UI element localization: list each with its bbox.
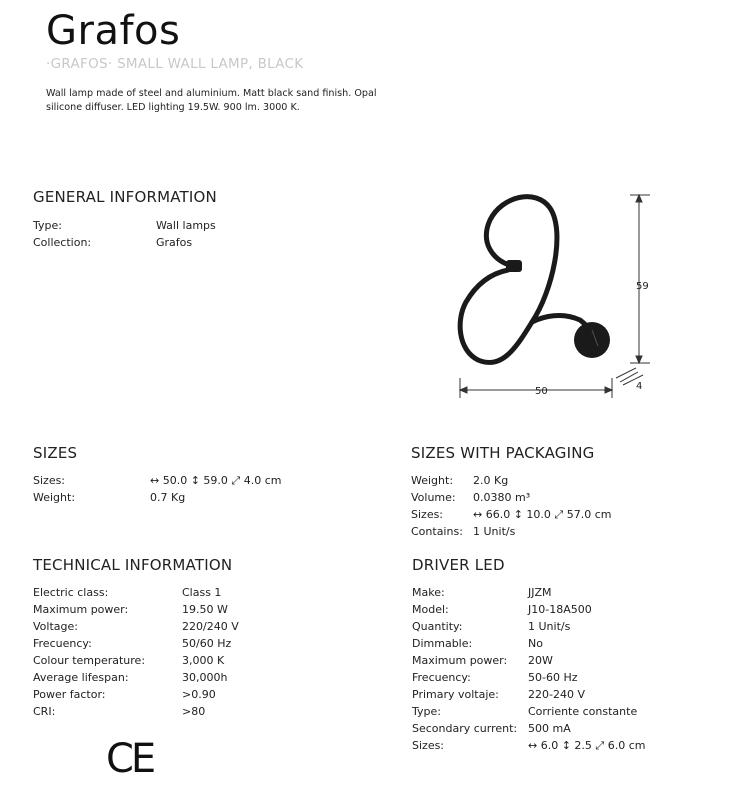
driver-row <box>412 635 645 652</box>
technical-row <box>33 669 239 686</box>
driver-row <box>412 686 645 703</box>
sizes-table <box>33 472 281 506</box>
packaging-row <box>411 472 611 489</box>
general-label: Type: <box>33 219 62 232</box>
driver-value: 220-240 V <box>528 688 585 701</box>
technical-value: 50/60 Hz <box>182 637 232 650</box>
driver-value: JJZM <box>528 586 552 599</box>
sizes-value: ↔ 50.0 ↕ 59.0 ⤢ 4.0 cm <box>150 474 282 487</box>
general-row-type <box>33 217 216 234</box>
driver-value: J10-18A500 <box>528 603 592 616</box>
driver-label: Sizes: <box>412 739 445 752</box>
driver-row <box>412 652 645 669</box>
technical-value: >80 <box>182 705 206 718</box>
technical-row <box>33 601 239 618</box>
product-description: Wall lamp made of steel and aluminium. Matt black sand finish. Opal silicone diffuser. LED lighting 19.5W. 900 lm. 3000 K. <box>46 88 377 113</box>
lamp-fixture-top <box>506 260 522 272</box>
driver-row <box>412 618 645 635</box>
technical-row <box>33 635 239 652</box>
depth-label: 4 <box>636 381 643 392</box>
technical-table <box>33 584 239 720</box>
general-value: Wall lamps <box>156 219 216 232</box>
driver-label: Frecuency: <box>412 671 471 684</box>
packaging-value: 2.0 Kg <box>473 474 509 487</box>
sizes-row <box>33 489 281 506</box>
technical-label: Maximum power: <box>33 603 129 616</box>
driver-label: Type: <box>412 705 441 718</box>
technical-row <box>33 686 239 703</box>
driver-row <box>412 703 645 720</box>
packaging-value: 0.0380 m³ <box>473 491 531 504</box>
technical-value: Class 1 <box>182 586 222 599</box>
packaging-value: ↔ 66.0 ↕ 10.0 ⤢ 57.0 cm <box>473 508 612 521</box>
technical-label: Voltage: <box>33 620 78 633</box>
driver-table <box>412 584 645 754</box>
driver-value: 50-60 Hz <box>528 671 578 684</box>
packaging-label: Sizes: <box>411 508 444 521</box>
sizes-label: Weight: <box>33 491 76 504</box>
driver-label: Maximum power: <box>412 654 508 667</box>
width-label: 50 <box>535 386 548 397</box>
driver-value: 20W <box>528 654 553 667</box>
driver-row <box>412 601 645 618</box>
driver-row <box>412 737 645 754</box>
packaging-label: Volume: <box>411 491 456 504</box>
lamp-dimension-diagram <box>440 180 670 405</box>
driver-heading: DRIVER LED <box>412 556 505 574</box>
packaging-row <box>411 523 611 540</box>
driver-label: Secondary current: <box>412 722 518 735</box>
packaging-value: 1 Unit/s <box>473 525 516 538</box>
height-label: 59 <box>636 281 649 292</box>
driver-value: 500 mA <box>528 722 571 735</box>
technical-label: Frecuency: <box>33 637 92 650</box>
technical-value: 30,000h <box>182 671 228 684</box>
technical-value: 3,000 K <box>182 654 225 667</box>
technical-value: >0.90 <box>182 688 216 701</box>
general-info-table <box>33 217 216 251</box>
product-title: Grafos <box>46 8 181 54</box>
height-dimension <box>630 195 650 363</box>
driver-label: Dimmable: <box>412 637 473 650</box>
driver-label: Primary voltaje: <box>412 688 499 701</box>
packaging-row <box>411 489 611 506</box>
technical-value: 19.50 W <box>182 603 228 616</box>
driver-value: Corriente constante <box>528 705 638 718</box>
packaging-label: Contains: <box>411 525 463 538</box>
driver-row <box>412 720 645 737</box>
driver-value: ↔ 6.0 ↕ 2.5 ⤢ 6.0 cm <box>528 739 646 752</box>
technical-label: CRI: <box>33 705 56 718</box>
packaging-heading: SIZES WITH PACKAGING <box>411 444 595 462</box>
driver-label: Quantity: <box>412 620 463 633</box>
packaging-row <box>411 506 611 523</box>
sizes-value: 0.7 Kg <box>150 491 186 504</box>
sizes-label: Sizes: <box>33 474 66 487</box>
ce-mark-logo: CE <box>106 736 154 782</box>
packaging-label: Weight: <box>411 474 454 487</box>
driver-value: 1 Unit/s <box>528 620 571 633</box>
technical-heading: TECHNICAL INFORMATION <box>33 556 233 574</box>
general-label: Collection: <box>33 236 92 249</box>
driver-label: Model: <box>412 603 449 616</box>
technical-row <box>33 584 239 601</box>
technical-label: Average lifespan: <box>33 671 129 684</box>
sizes-row <box>33 472 281 489</box>
technical-row <box>33 618 239 635</box>
driver-label: Make: <box>412 586 445 599</box>
general-row-collection <box>33 234 216 251</box>
technical-row <box>33 703 239 720</box>
driver-row <box>412 669 645 686</box>
technical-value: 220/240 V <box>182 620 239 633</box>
technical-label: Colour temperature: <box>33 654 146 667</box>
product-subtitle: ·GRAFOS· SMALL WALL LAMP, BLACK <box>46 56 304 72</box>
technical-row <box>33 652 239 669</box>
packaging-table <box>411 472 611 540</box>
driver-value: No <box>528 637 543 650</box>
sizes-heading: SIZES <box>33 444 78 462</box>
general-info-heading: GENERAL INFORMATION <box>33 188 217 206</box>
driver-row <box>412 584 645 601</box>
technical-label: Electric class: <box>33 586 109 599</box>
lamp-wall-base <box>574 322 610 358</box>
general-value: Grafos <box>156 236 193 249</box>
technical-label: Power factor: <box>33 688 106 701</box>
